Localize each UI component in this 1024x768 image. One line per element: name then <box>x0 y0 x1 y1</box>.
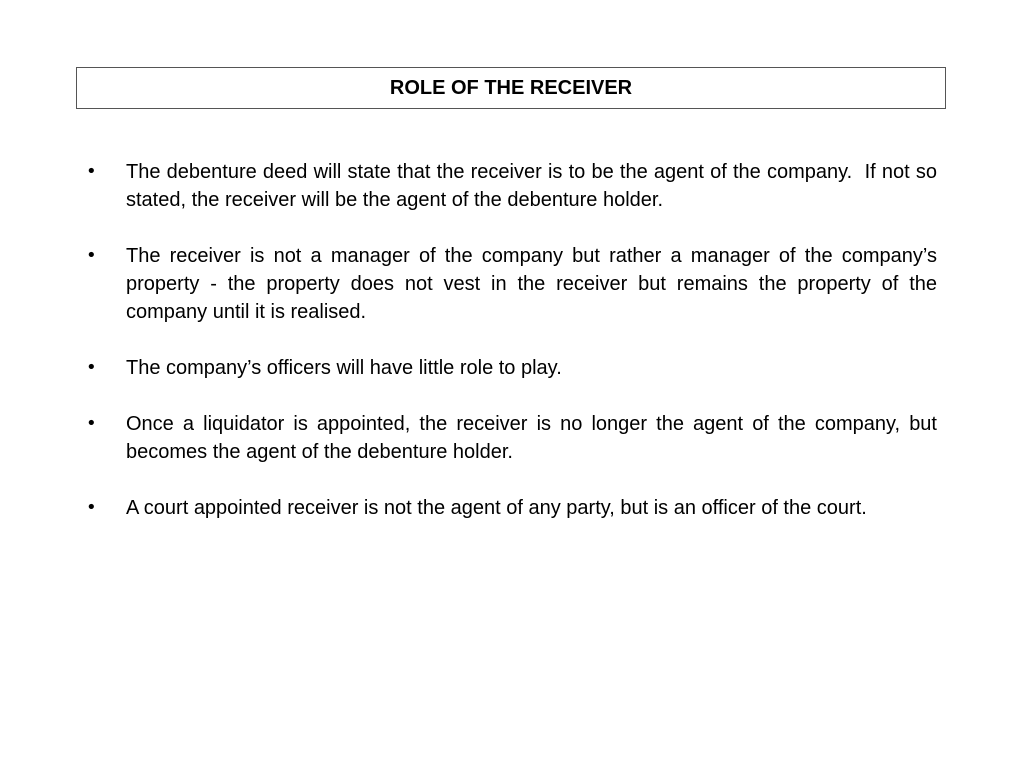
bullet-icon: • <box>86 161 97 182</box>
bullet-icon: • <box>86 245 97 266</box>
bullet-icon: • <box>86 497 97 518</box>
title-box <box>76 67 946 109</box>
bullet-item <box>86 494 937 522</box>
bullet-text: Once a liquidator is appointed, the receiver is no longer the agent of the company, but becomes the agent of the debenture holder. <box>126 413 943 463</box>
slide-title: ROLE OF THE RECEIVER <box>389 76 633 99</box>
bullet-icon: • <box>86 357 97 378</box>
bullet-text: The company’s officers will have little role to play. <box>126 357 562 379</box>
bullet-icon: • <box>86 413 97 434</box>
bullet-text: The receiver is not a manager of the company but rather a manager of the company’s property - the property does not vest in the receiver but remains the property of the company until it is realised. <box>126 245 943 323</box>
bullet-item <box>86 158 943 214</box>
bullet-item <box>86 354 937 382</box>
bullet-item <box>86 410 943 466</box>
bullet-item <box>86 242 943 326</box>
bullet-text: The debenture deed will state that the receiver is to be the agent of the company. If not so stated, the receiver will be the agent of the debenture holder. <box>126 161 943 211</box>
bullet-text: A court appointed receiver is not the agent of any party, but is an officer of the court. <box>126 497 867 519</box>
bullet-list <box>86 158 943 550</box>
